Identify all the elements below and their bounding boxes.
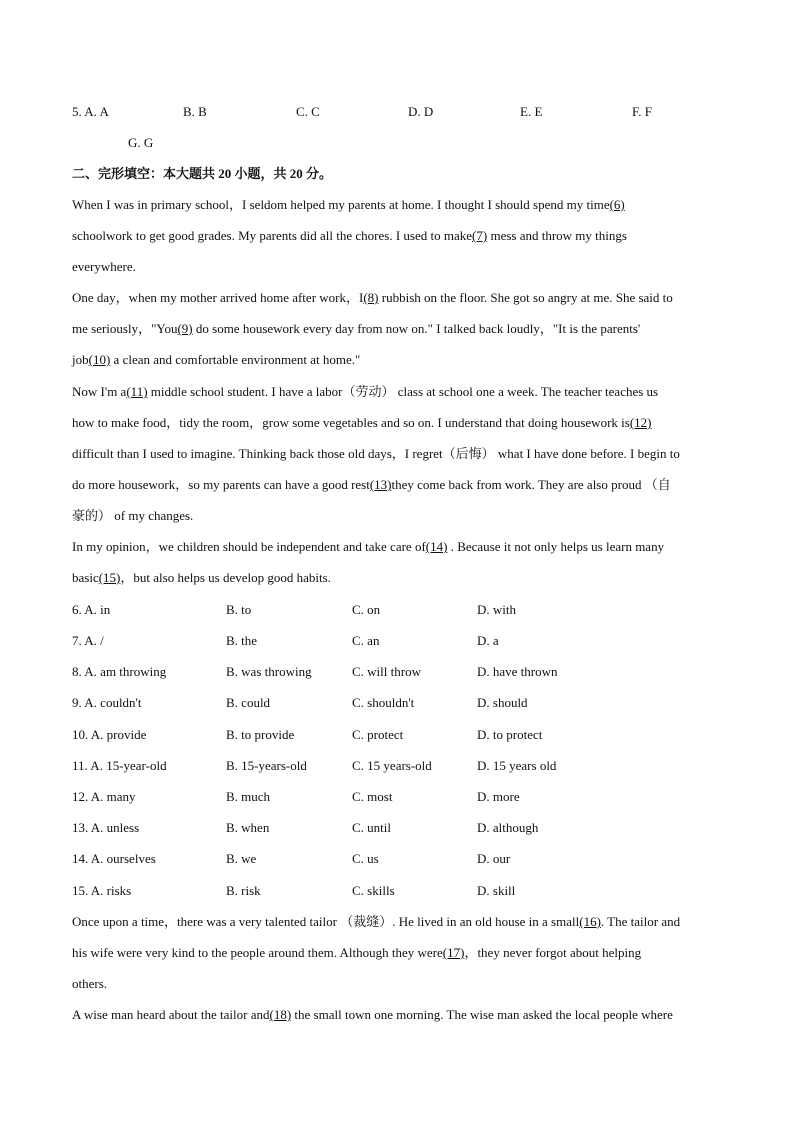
option-row-12: 12. A. many B. much C. most D. more: [72, 789, 520, 804]
passage1-p4-line1: In my opinion，we children should be independent and take care of(14) . Because it not only helps us learn many: [72, 539, 665, 554]
option-row-6: 6. A. in B. to C. on D. with: [72, 602, 516, 617]
passage1-p3-line5: 豪的） of my changes.: [72, 508, 194, 523]
q5-option-c: C. C: [296, 104, 320, 119]
q5-option-g: G. G: [128, 135, 154, 150]
blank-18: (18): [269, 1007, 292, 1022]
q5-options: [72, 103, 722, 121]
passage1-p1-line1: When I was in primary school，I seldom helped my parents at home. I thought I should spend my time(6): [72, 197, 625, 212]
passage1-p3-line4: do more housework，so my parents can have a good rest(13)they come back from work. They are also proud （自: [72, 477, 671, 492]
blank-11: (11): [126, 384, 148, 399]
blank-17: (17): [442, 945, 465, 960]
blank-15: (15): [98, 570, 121, 585]
option-row-8: 8. A. am throwing B. was throwing C. will throw D. have thrown: [72, 664, 558, 679]
blank-9: (9): [177, 321, 193, 336]
blank-16: (16): [579, 914, 601, 929]
option-row-14: 14. A. ourselves B. we C. us D. our: [72, 851, 511, 866]
option-row-9: 9. A. couldn't B. could C. shouldn't D. should: [72, 695, 528, 710]
passage1-p2-line2: me seriously，"You(9) do some housework every day from now on." I talked back loudly，"It is the parents': [72, 321, 641, 336]
passage2-p1-line1: Once upon a time，there was a very talented tailor （裁缝）. He lived in an old house in a small(16). The tailor and: [72, 914, 681, 929]
option-row-7: 7. A. / B. the C. an D. a: [72, 633, 499, 648]
passage1-p3-line3: difficult than I used to imagine. Thinking back those old days，I regret（后悔） what I have done before. I begin to: [72, 446, 680, 461]
option-row-15: 15. A. risks B. risk C. skills D. skill: [72, 883, 516, 898]
blank-8: (8): [363, 290, 379, 305]
option-row-11: 11. A. 15-year-old B. 15-years-old C. 15 years-old D. 15 years old: [72, 758, 557, 773]
q5-option-e: E. E: [520, 104, 543, 119]
passage2-p2-line1: A wise man heard about the tailor and(18) the small town one morning. The wise man asked the local people where: [72, 1007, 673, 1022]
passage1-p2-line3: job(10) a clean and comfortable environment at home.": [72, 352, 361, 367]
option-row-13: 13. A. unless B. when C. until D. although: [72, 820, 539, 835]
passage1-p2-line1: One day，when my mother arrived home after work，I(8) rubbish on the floor. She got so angry at me. She said to: [72, 290, 673, 305]
blank-10: (10): [88, 352, 111, 367]
blank-7: (7): [472, 228, 488, 243]
option-row-10: 10. A. provide B. to provide C. protect D. to protect: [72, 727, 543, 742]
q5-option-b: B. B: [183, 104, 207, 119]
passage1-p1-line3: everywhere.: [72, 259, 136, 274]
blank-12: (12): [629, 415, 652, 430]
passage1-p4-line2: basic(15)，but also helps us develop good habits.: [72, 570, 331, 585]
passage2-p1-line3: others.: [72, 976, 108, 991]
blank-13: (13): [369, 477, 392, 492]
passage2-p1-line2: his wife were very kind to the people around them. Although they were(17)，they never forgot about helping: [72, 945, 642, 960]
blank-14: (14): [425, 539, 448, 554]
blank-6: (6): [609, 197, 625, 212]
q5-option-d: D. D: [408, 104, 434, 119]
passage1-p1-line2: schoolwork to get good grades. My parents did all the chores. I used to make(7) mess and throw my things: [72, 228, 627, 243]
q5-option-a: 5. A. A: [72, 104, 109, 119]
passage1-p3-line1: Now I'm a(11) middle school student. I have a labor（劳动） class at school one a week. The teacher teaches us: [72, 384, 659, 399]
section-heading: 二、完形填空：本大题共 20 小题，共 20 分。: [72, 166, 333, 181]
passage1-p3-line2: how to make food，tidy the room，grow some vegetables and so on. I understand that doing housework is(12): [72, 415, 652, 430]
q5-option-f: F. F: [632, 104, 652, 119]
